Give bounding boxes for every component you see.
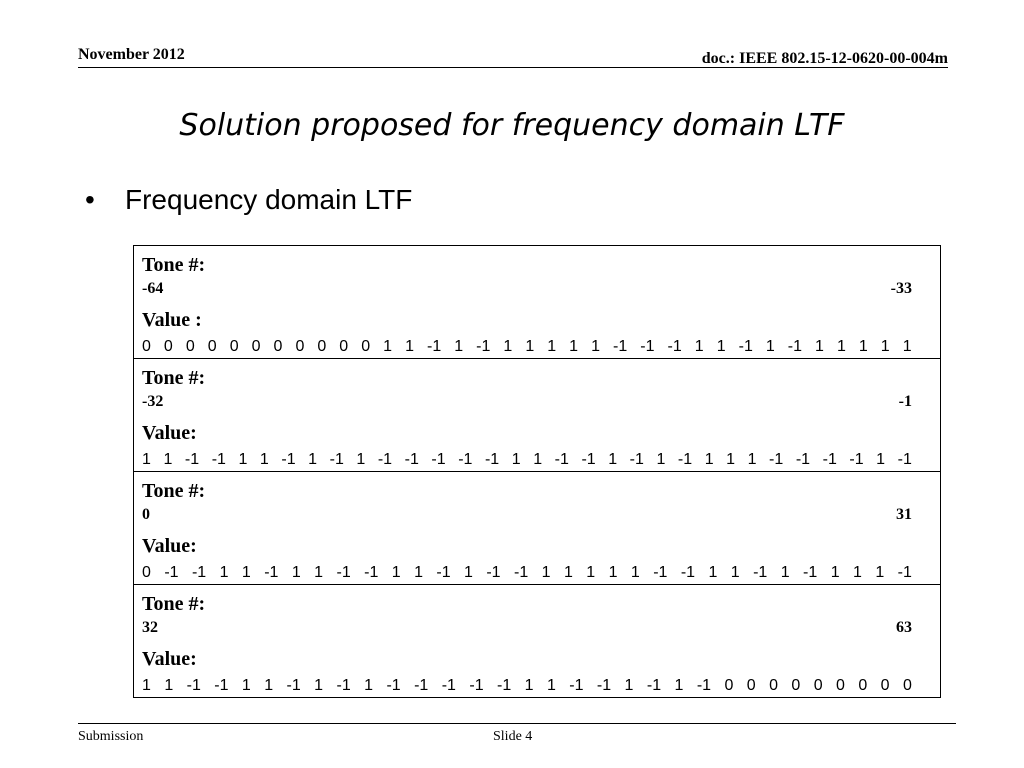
tone-value: -1 — [897, 451, 912, 468]
tone-value: 0 — [836, 677, 845, 694]
tone-value: 1 — [858, 338, 868, 355]
value-label: Value: — [142, 422, 197, 444]
tone-value: -1 — [441, 677, 456, 694]
tone-value: 1 — [608, 451, 618, 468]
tone-value: -1 — [484, 451, 500, 468]
tone-value: 1 — [880, 338, 890, 355]
tone-value: 1 — [747, 451, 757, 468]
tone-range — [142, 391, 912, 413]
ltf-row — [134, 584, 940, 697]
bullet-symbol: • — [85, 184, 95, 215]
tone-value: 1 — [547, 338, 557, 355]
tone-value: 1 — [414, 564, 423, 581]
tone-value: 0 — [880, 677, 890, 694]
tone-value: 0 — [142, 564, 151, 581]
tone-value: -1 — [653, 564, 668, 581]
value-label: Value: — [142, 535, 197, 557]
range-end: 63 — [896, 619, 912, 636]
tone-value: -1 — [191, 564, 207, 581]
tone-value: -1 — [426, 338, 442, 355]
tone-value: 1 — [142, 451, 151, 468]
tone-value: -1 — [787, 338, 803, 355]
tone-range — [142, 278, 912, 300]
header-doc-id: doc.: IEEE 802.15-12-0620-00-004m — [701, 50, 948, 67]
tone-value: 1 — [524, 677, 534, 694]
footer-slide-number: Slide 4 — [493, 729, 533, 744]
tone-value: -1 — [680, 564, 696, 581]
tone-value: -1 — [404, 451, 419, 468]
tone-value: -1 — [667, 338, 682, 355]
tone-value: 0 — [142, 338, 151, 355]
tone-value: 1 — [563, 564, 573, 581]
tone-value: -1 — [336, 564, 351, 581]
tone-value: -1 — [696, 677, 712, 694]
tone-value: -1 — [646, 677, 662, 694]
tone-value: 1 — [241, 677, 251, 694]
tone-value: 0 — [163, 338, 173, 355]
tone-value: -1 — [436, 564, 451, 581]
tone-value: 0 — [185, 338, 195, 355]
tone-range — [142, 617, 912, 639]
tone-value: -1 — [554, 451, 569, 468]
tone-value: 1 — [836, 338, 846, 355]
tone-value: 1 — [503, 338, 513, 355]
ltf-row — [134, 246, 940, 358]
tone-value: 1 — [464, 564, 473, 581]
header-rule — [78, 67, 948, 68]
tone-value: 0 — [295, 338, 305, 355]
tone-value: 1 — [241, 564, 251, 581]
tone-value: 1 — [525, 338, 535, 355]
tone-value: 1 — [511, 451, 521, 468]
tone-value: 1 — [630, 564, 640, 581]
value-sequence — [142, 677, 912, 695]
tone-value: 1 — [765, 338, 775, 355]
tone-value: 1 — [314, 564, 324, 581]
footer-rule — [78, 723, 956, 724]
value-label: Value : — [142, 309, 202, 331]
tone-value: -1 — [336, 677, 351, 694]
tone-value: 1 — [405, 338, 414, 355]
tone-value: 0 — [361, 338, 371, 355]
tone-value: 1 — [624, 677, 634, 694]
tone-value: -1 — [186, 677, 201, 694]
tone-value: 1 — [591, 338, 600, 355]
tone-value: -1 — [469, 677, 484, 694]
tone-value: 1 — [716, 338, 726, 355]
tone-value: 0 — [858, 677, 868, 694]
tone-value: -1 — [476, 338, 491, 355]
tone-label: Tone #: — [142, 367, 206, 389]
tone-value: 1 — [656, 451, 666, 468]
tone-value: 1 — [383, 338, 393, 355]
tone-value: -1 — [486, 564, 501, 581]
tone-value: 1 — [291, 564, 301, 581]
tone-value: 0 — [207, 338, 217, 355]
tone-value: 1 — [533, 451, 543, 468]
tone-value: 1 — [876, 451, 886, 468]
tone-value: 1 — [780, 564, 790, 581]
tone-value: 1 — [238, 451, 248, 468]
tone-value: 1 — [569, 338, 579, 355]
tone-value: -1 — [795, 451, 811, 468]
tone-value: 0 — [229, 338, 239, 355]
range-end: -33 — [890, 280, 912, 297]
tone-value: -1 — [184, 451, 200, 468]
tone-value: 0 — [746, 677, 756, 694]
tone-value: -1 — [738, 338, 753, 355]
tone-value: -1 — [364, 564, 379, 581]
footer-submission: Submission — [78, 729, 144, 744]
range-start: 32 — [142, 619, 158, 636]
tone-value: -1 — [581, 451, 596, 468]
tone-value: 1 — [364, 677, 374, 694]
tone-value: -1 — [897, 564, 912, 581]
tone-value: -1 — [329, 451, 344, 468]
tone-value: -1 — [769, 451, 784, 468]
tone-value: 1 — [586, 564, 596, 581]
tone-value: 0 — [251, 338, 261, 355]
bullet-item — [85, 184, 412, 216]
ltf-table — [133, 245, 941, 698]
tone-value: 1 — [708, 564, 718, 581]
tone-value: -1 — [613, 338, 628, 355]
tone-value: 1 — [694, 338, 704, 355]
tone-value: 1 — [219, 564, 229, 581]
tone-range — [142, 504, 912, 526]
tone-value: -1 — [458, 451, 473, 468]
value-label: Value: — [142, 648, 197, 670]
tone-value: 0 — [769, 677, 778, 694]
tone-value: -1 — [849, 451, 864, 468]
tone-value: 0 — [317, 338, 327, 355]
tone-value: 1 — [454, 338, 464, 355]
tone-value: 1 — [391, 564, 401, 581]
value-sequence — [142, 451, 912, 469]
tone-value: 1 — [264, 677, 274, 694]
tone-value: -1 — [513, 564, 529, 581]
tone-label: Tone #: — [142, 480, 206, 502]
tone-value: -1 — [414, 677, 429, 694]
tone-value: 1 — [314, 677, 324, 694]
bullet-text: Frequency domain LTF — [125, 184, 413, 215]
tone-value: 1 — [726, 451, 736, 468]
tone-value: -1 — [753, 564, 768, 581]
tone-label: Tone #: — [142, 254, 206, 276]
tone-value: -1 — [431, 451, 446, 468]
tone-value: -1 — [164, 564, 179, 581]
tone-label: Tone #: — [142, 593, 206, 615]
tone-value: 1 — [853, 564, 862, 581]
tone-value: -1 — [677, 451, 693, 468]
tone-value: 1 — [541, 564, 551, 581]
tone-value: 1 — [674, 677, 684, 694]
tone-value: -1 — [803, 564, 818, 581]
tone-value: 0 — [813, 677, 823, 694]
tone-value: 0 — [273, 338, 283, 355]
tone-value: -1 — [629, 451, 644, 468]
tone-value: 1 — [830, 564, 840, 581]
tone-value: 1 — [308, 451, 318, 468]
range-end: 31 — [896, 506, 912, 523]
tone-value: -1 — [286, 677, 301, 694]
value-sequence — [142, 338, 912, 356]
tone-value: 0 — [902, 677, 912, 694]
slide-title: Solution proposed for frequency domain LTF — [179, 108, 845, 143]
header-date: November 2012 — [78, 46, 185, 63]
tone-value: 1 — [163, 451, 173, 468]
range-start: 0 — [142, 506, 150, 523]
tone-value: 1 — [815, 338, 824, 355]
tone-value: -1 — [822, 451, 837, 468]
tone-value: 1 — [704, 451, 714, 468]
tone-value: 0 — [724, 677, 734, 694]
tone-value: 0 — [791, 677, 801, 694]
tone-value: -1 — [281, 451, 296, 468]
tone-value: 1 — [164, 677, 174, 694]
ltf-row — [134, 471, 940, 584]
tone-value: 1 — [546, 677, 556, 694]
tone-value: 0 — [339, 338, 349, 355]
tone-value: 1 — [356, 451, 366, 468]
tone-value: 1 — [608, 564, 618, 581]
tone-value: -1 — [640, 338, 655, 355]
tone-value: -1 — [386, 677, 401, 694]
range-start: -64 — [142, 280, 164, 297]
tone-value: -1 — [264, 564, 279, 581]
tone-value: 1 — [259, 451, 269, 468]
range-start: -32 — [142, 393, 164, 410]
tone-value: 1 — [902, 338, 912, 355]
tone-value: -1 — [596, 677, 612, 694]
value-sequence — [142, 564, 912, 582]
tone-value: 1 — [875, 564, 885, 581]
tone-value: -1 — [569, 677, 584, 694]
tone-value: 1 — [730, 564, 740, 581]
ltf-row — [134, 358, 940, 471]
tone-value: -1 — [497, 677, 512, 694]
tone-value: -1 — [211, 451, 226, 468]
tone-value: 1 — [142, 677, 151, 694]
tone-value: -1 — [214, 677, 229, 694]
range-end: -1 — [898, 393, 912, 410]
tone-value: -1 — [377, 451, 393, 468]
